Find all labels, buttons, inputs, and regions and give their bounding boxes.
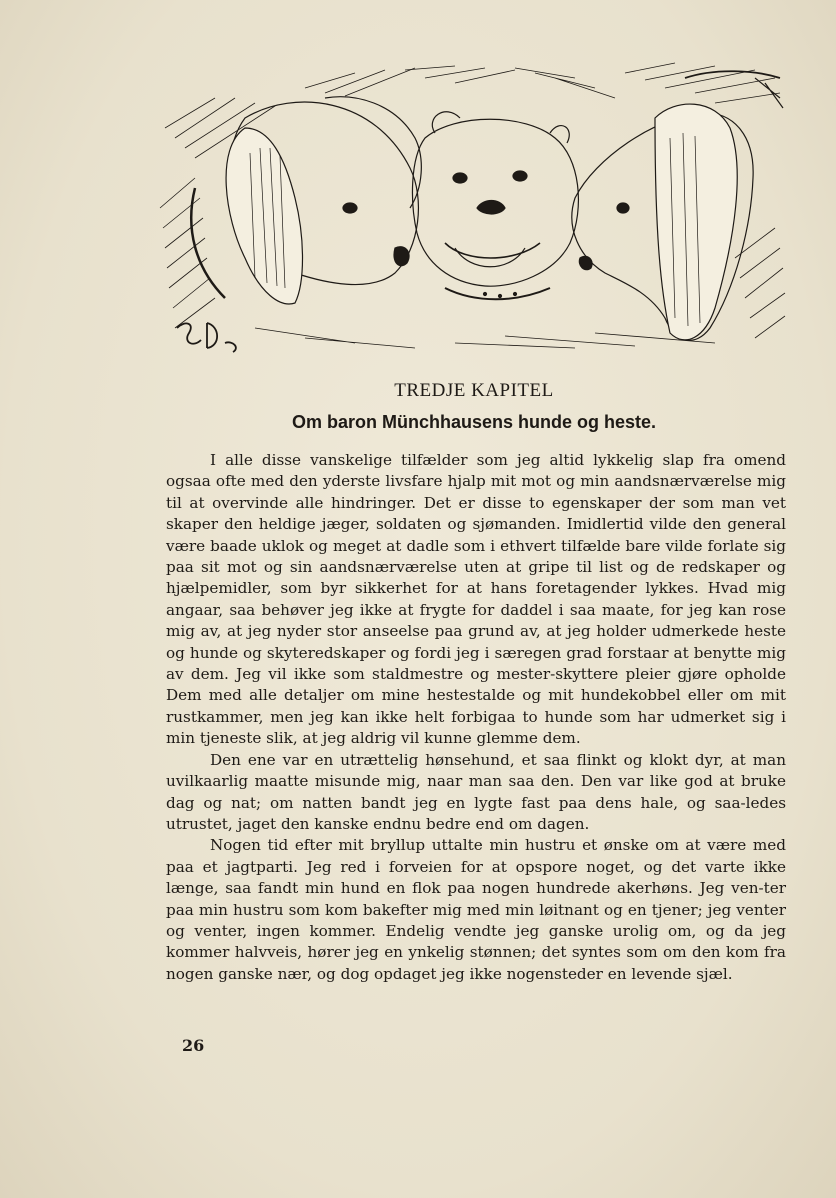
- paragraph: Den ene var en utrættelig hønsehund, et saa flinkt og klokt dyr, at man uvilkaarlig maatte misunde mig, naar man saa den. Den var like god at bruke dag og nat; om natten bandt jeg en lygte fast paa dens hale, og saa-ledes utrustet, jaget den kanske endnu bedre end om dagen.: [166, 750, 786, 833]
- chapter-title: TREDJE KAPITEL: [394, 380, 554, 401]
- artist-signature-icon: [177, 323, 236, 352]
- body-text: [166, 450, 786, 985]
- paragraph: Nogen tid efter mit bryllup uttalte min hustru et ønske om at være med paa et jagtparti. Jeg red i forveien for at opspore noget, og det varte ikke længe, saa fandt min hund en flok paa nogen hundrede akerhøns. Jeg ven-ter paa min hustru som kom bakefter mig med min løitnant og en tjener; jeg venter og venter, ingen kommer. Endelig vendte jeg ganske urolig om, og da jeg kommer halvveis, hører jeg en ynkelig stønnen; det syntes som om den kom fra nogen ganske nær, og dog opdaget jeg ikke nogensteder en levende sjæl.: [166, 836, 786, 983]
- dog-heads-illustration: [155, 58, 787, 358]
- left-hound-head: [191, 97, 421, 304]
- center-bulldog-head: [412, 112, 578, 299]
- paragraph: I alle disse vanskelige tilfælder som jeg altid lykkelig slap fra omend ogsaa ofte med den yderste livsfare hjalp mit mot og min aandsnærværelse mig til at overvinde alle hindringer. Det er disse to egenskaper der som man vet skaper den heldige jæger, soldaten og sjømanden. Imidlertid vilde den general være baade uklok og meget at dadle som i ethvert tilfælde bare vilde forlate sig paa sit mot og sin aandsnærværelse uten at gripe til list og de redskaper og hjælpemidler, som byr sikkerhet for at hans foretagender lykkes. Hvad mig angaar, saa behøver jeg ikke at frygte for daddel i saa maate, for jeg kan rose mig av, at jeg nyder stor anseelse paa grund av, at jeg holder udmerkede heste og hunde og skyteredskaper og fordi jeg i særegen grad forstaar at benytte mig av dem. Jeg vil ikke som staldmestre og mester-skyttere pleier gjøre opholde Dem med alle detaljer om mine hestestalde og mit hundekobbel eller om mit rustkammer, men jeg kan ikke helt forbigaa to hunde som har udmerket sig i min tjeneste slik, at jeg aldrig vil kunne glemme dem.: [166, 451, 786, 748]
- right-hound-head: [572, 71, 783, 340]
- chapter-subtitle: Om baron Münchhausens hunde og heste.: [291, 412, 657, 432]
- page-number: 26: [182, 1036, 205, 1055]
